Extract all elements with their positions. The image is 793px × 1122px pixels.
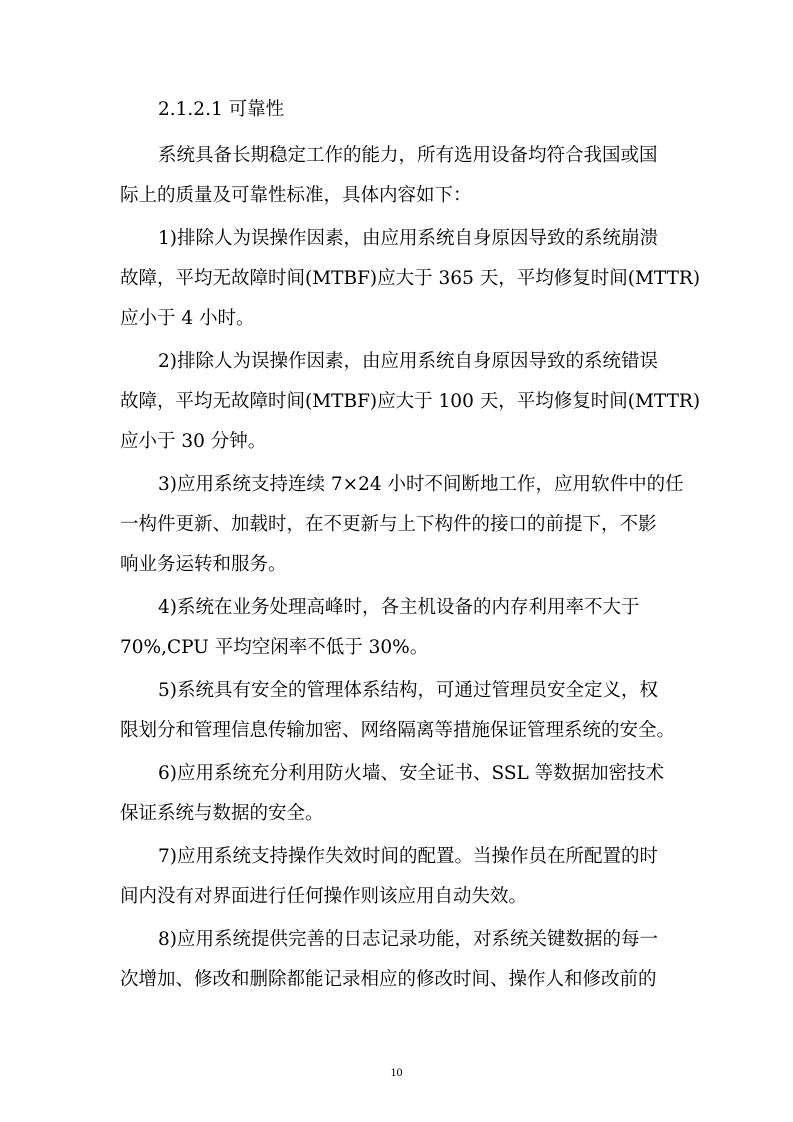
paragraph-line: 70%,CPU 平均空闲率不低于 30%。 [120,637,429,658]
paragraph-line: 故障，平均无故障时间(MTBF)应大于 100 天，平均修复时间(MTTR) [120,391,701,412]
paragraph-line: 8)应用系统提供完善的日志记录功能，对系统关键数据的每一 [158,929,658,950]
paragraph-line: 5)系统具有安全的管理体系结构，可通过管理员安全定义，权 [158,680,658,701]
section-heading: 2.1.2.1 可靠性 [158,99,285,120]
paragraph-line: 保证系统与数据的安全。 [120,803,324,824]
page-number: 10 [390,1065,403,1079]
paragraph-line: 一构件更新、加载时，在不更新与上下构件的接口的前提下，不影 [120,514,657,535]
paragraph-line: 1)排除人为误操作因素，由应用系统自身原因导致的系统崩溃 [158,228,658,249]
paragraph-line: 6)应用系统充分利用防火墙、安全证书、SSL 等数据加密技术 [158,763,665,784]
paragraph-line: 应小于 30 分钟。 [120,431,267,452]
paragraph-line: 故障，平均无故障时间(MTBF)应大于 365 天，平均修复时间(MTTR) [120,268,701,289]
paragraph-line: 次增加、修改和删除都能记录相应的修改时间、操作人和修改前的 [120,969,657,990]
paragraph-line: 2)排除人为误操作因素，由应用系统自身原因导致的系统错误 [158,351,658,372]
paragraph-line: 际上的质量及可靠性标准，具体内容如下： [120,185,472,206]
paragraph-line: 限划分和管理信息传输加密、网络隔离等措施保证管理系统的安全。 [120,720,676,741]
paragraph-line: 间内没有对界面进行任何操作则该应用自动失效。 [120,886,528,907]
paragraph-line: 系统具备长期稳定工作的能力，所有选用设备均符合我国或国 [158,145,658,166]
paragraph-line: 4)系统在业务处理高峰时，各主机设备的内存利用率不大于 [158,597,640,618]
paragraph-line: 应小于 4 小时。 [120,308,255,329]
paragraph-line: 3)应用系统支持连续 7×24 小时不间断地工作，应用软件中的任 [158,474,684,495]
paragraph-line: 7)应用系统支持操作失效时间的配置。当操作员在所配置的时 [158,846,658,867]
paragraph-line: 响业务运转和服务。 [120,554,287,575]
